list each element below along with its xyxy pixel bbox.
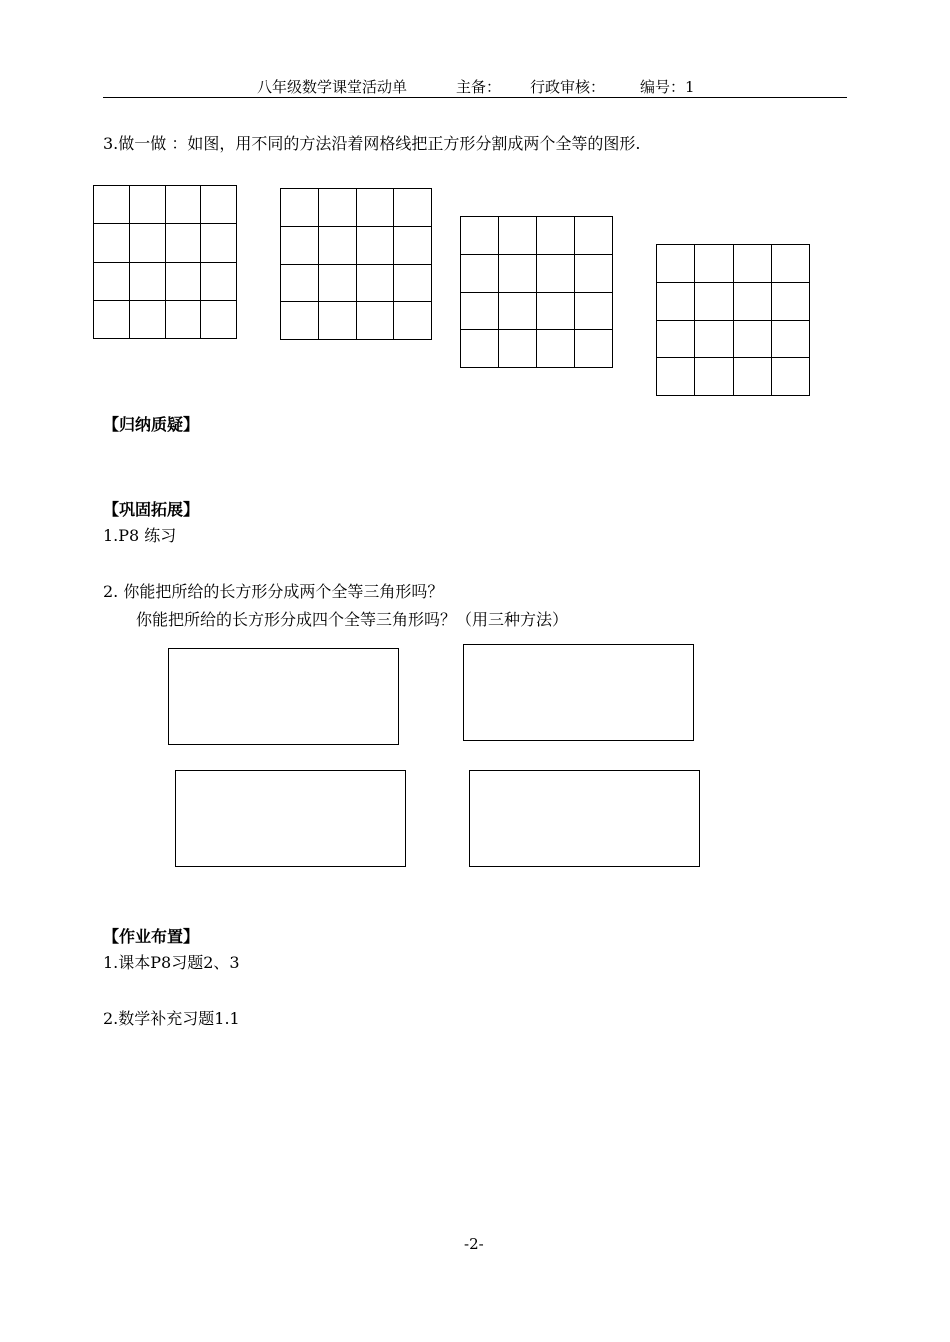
rectangle-2 — [463, 644, 694, 741]
homework-item-1: 1.课本P8习题2、3 — [103, 953, 240, 972]
square-grid-4 — [656, 244, 810, 396]
homework-item-2: 2.数学补充习题1.1 — [103, 1009, 240, 1028]
section-consolidation-heading: 【巩固拓展】 — [103, 500, 200, 519]
rectangle-4 — [469, 770, 700, 867]
consolidation-item-1: 1.P8 练习 — [103, 526, 177, 545]
header-divider — [103, 97, 847, 98]
header-review-label: 行政审核： — [530, 78, 606, 96]
page-number: -2- — [464, 1235, 484, 1253]
rectangle-3 — [175, 770, 406, 867]
rectangle-1 — [168, 648, 399, 745]
header-preparer-label: 主备： — [456, 78, 502, 96]
square-grid-3 — [460, 216, 613, 368]
consolidation-item-2-line-1: 2. 你能把所给的长方形分成两个全等三角形吗？ — [103, 582, 444, 601]
consolidation-item-2-line-2: 你能把所给的长方形分成四个全等三角形吗？（用三种方法） — [136, 610, 569, 629]
section-summary-heading: 【归纳质疑】 — [103, 415, 200, 434]
square-grid-2 — [280, 188, 432, 340]
header-number-label: 编号：1 — [640, 78, 695, 96]
square-grid-1 — [93, 185, 237, 339]
question3-text: 3.做一做 ：如图，用不同的方法沿着网格线把正方形分割成两个全等的图形. — [103, 134, 641, 153]
section-homework-heading: 【作业布置】 — [103, 927, 200, 946]
header-title: 八年级数学课堂活动单 — [257, 78, 408, 96]
